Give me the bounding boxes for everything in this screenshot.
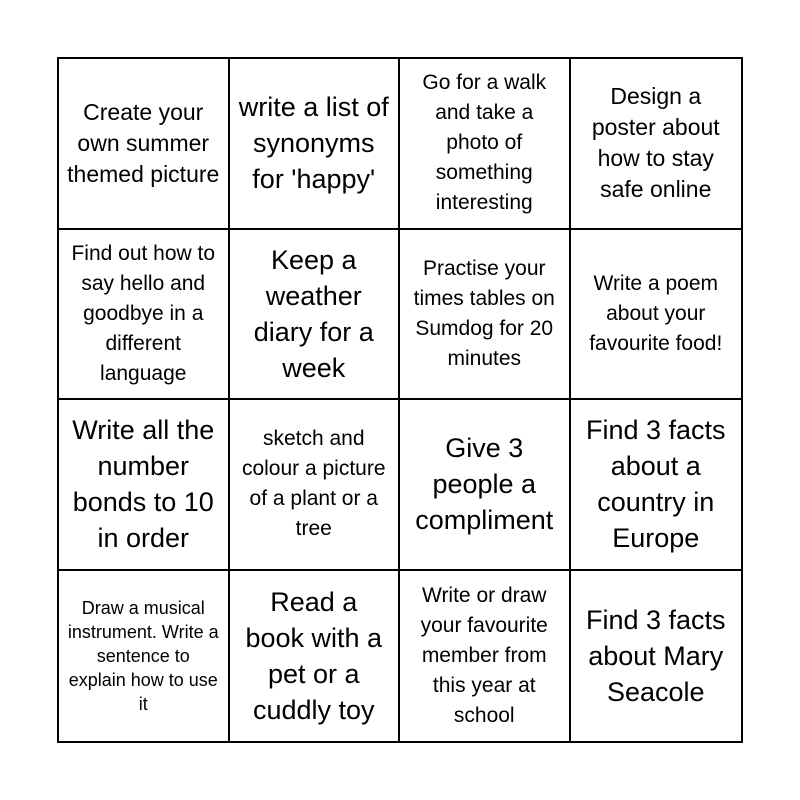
bingo-cell[interactable]	[230, 59, 401, 230]
bingo-cell-text: Draw a musical instrument. Write a sentence to explain how to use it	[67, 597, 219, 714]
bingo-cell-text: Go for a walk and take a photo of something interesting	[422, 71, 547, 215]
bingo-cell[interactable]	[571, 400, 742, 571]
bingo-cell[interactable]	[230, 400, 401, 571]
bingo-cell-text: Find 3 facts about Mary Seacole	[585, 604, 726, 707]
bingo-cell-text: Give 3 people a compliment	[415, 433, 554, 536]
bingo-cell[interactable]	[59, 230, 230, 401]
bingo-cell-text: Practise your times tables on Sumdog for 20 minutes	[413, 256, 555, 370]
bingo-board	[57, 57, 743, 743]
bingo-cell-text: Create your own summer themed picture	[67, 98, 220, 187]
bingo-cell-text: sketch and colour a picture of a plant or a tree	[241, 427, 386, 541]
bingo-cell[interactable]	[230, 571, 401, 742]
bingo-cell-text: Write all the number bonds to 10 in order	[72, 415, 215, 554]
bingo-cell-text: Write or draw your favourite member from this year at school	[420, 583, 548, 727]
bingo-cell[interactable]	[571, 59, 742, 230]
bingo-cell-text: write a list of synonyms for 'happy'	[238, 92, 389, 195]
bingo-cell[interactable]	[59, 59, 230, 230]
bingo-cell[interactable]	[400, 230, 571, 401]
bingo-cell[interactable]	[400, 59, 571, 230]
bingo-cell[interactable]	[59, 400, 230, 571]
bingo-cell[interactable]	[400, 571, 571, 742]
bingo-cell-text: Read a book with a pet or a cuddly toy	[245, 586, 383, 725]
bingo-cell-text: Design a poster about how to stay safe online	[591, 83, 720, 203]
bingo-cell[interactable]	[400, 400, 571, 571]
bingo-cell[interactable]	[59, 571, 230, 742]
bingo-cell-text: Find 3 facts about a country in Europe	[585, 415, 726, 554]
bingo-cell-text: Write a poem about your favourite food!	[589, 271, 723, 355]
bingo-cell[interactable]	[230, 230, 401, 401]
bingo-cell[interactable]	[571, 230, 742, 401]
bingo-cell-text: Find out how to say hello and goodbye in a different language	[71, 241, 216, 385]
bingo-cell-text: Keep a weather diary for a week	[253, 244, 374, 383]
bingo-cell[interactable]	[571, 571, 742, 742]
